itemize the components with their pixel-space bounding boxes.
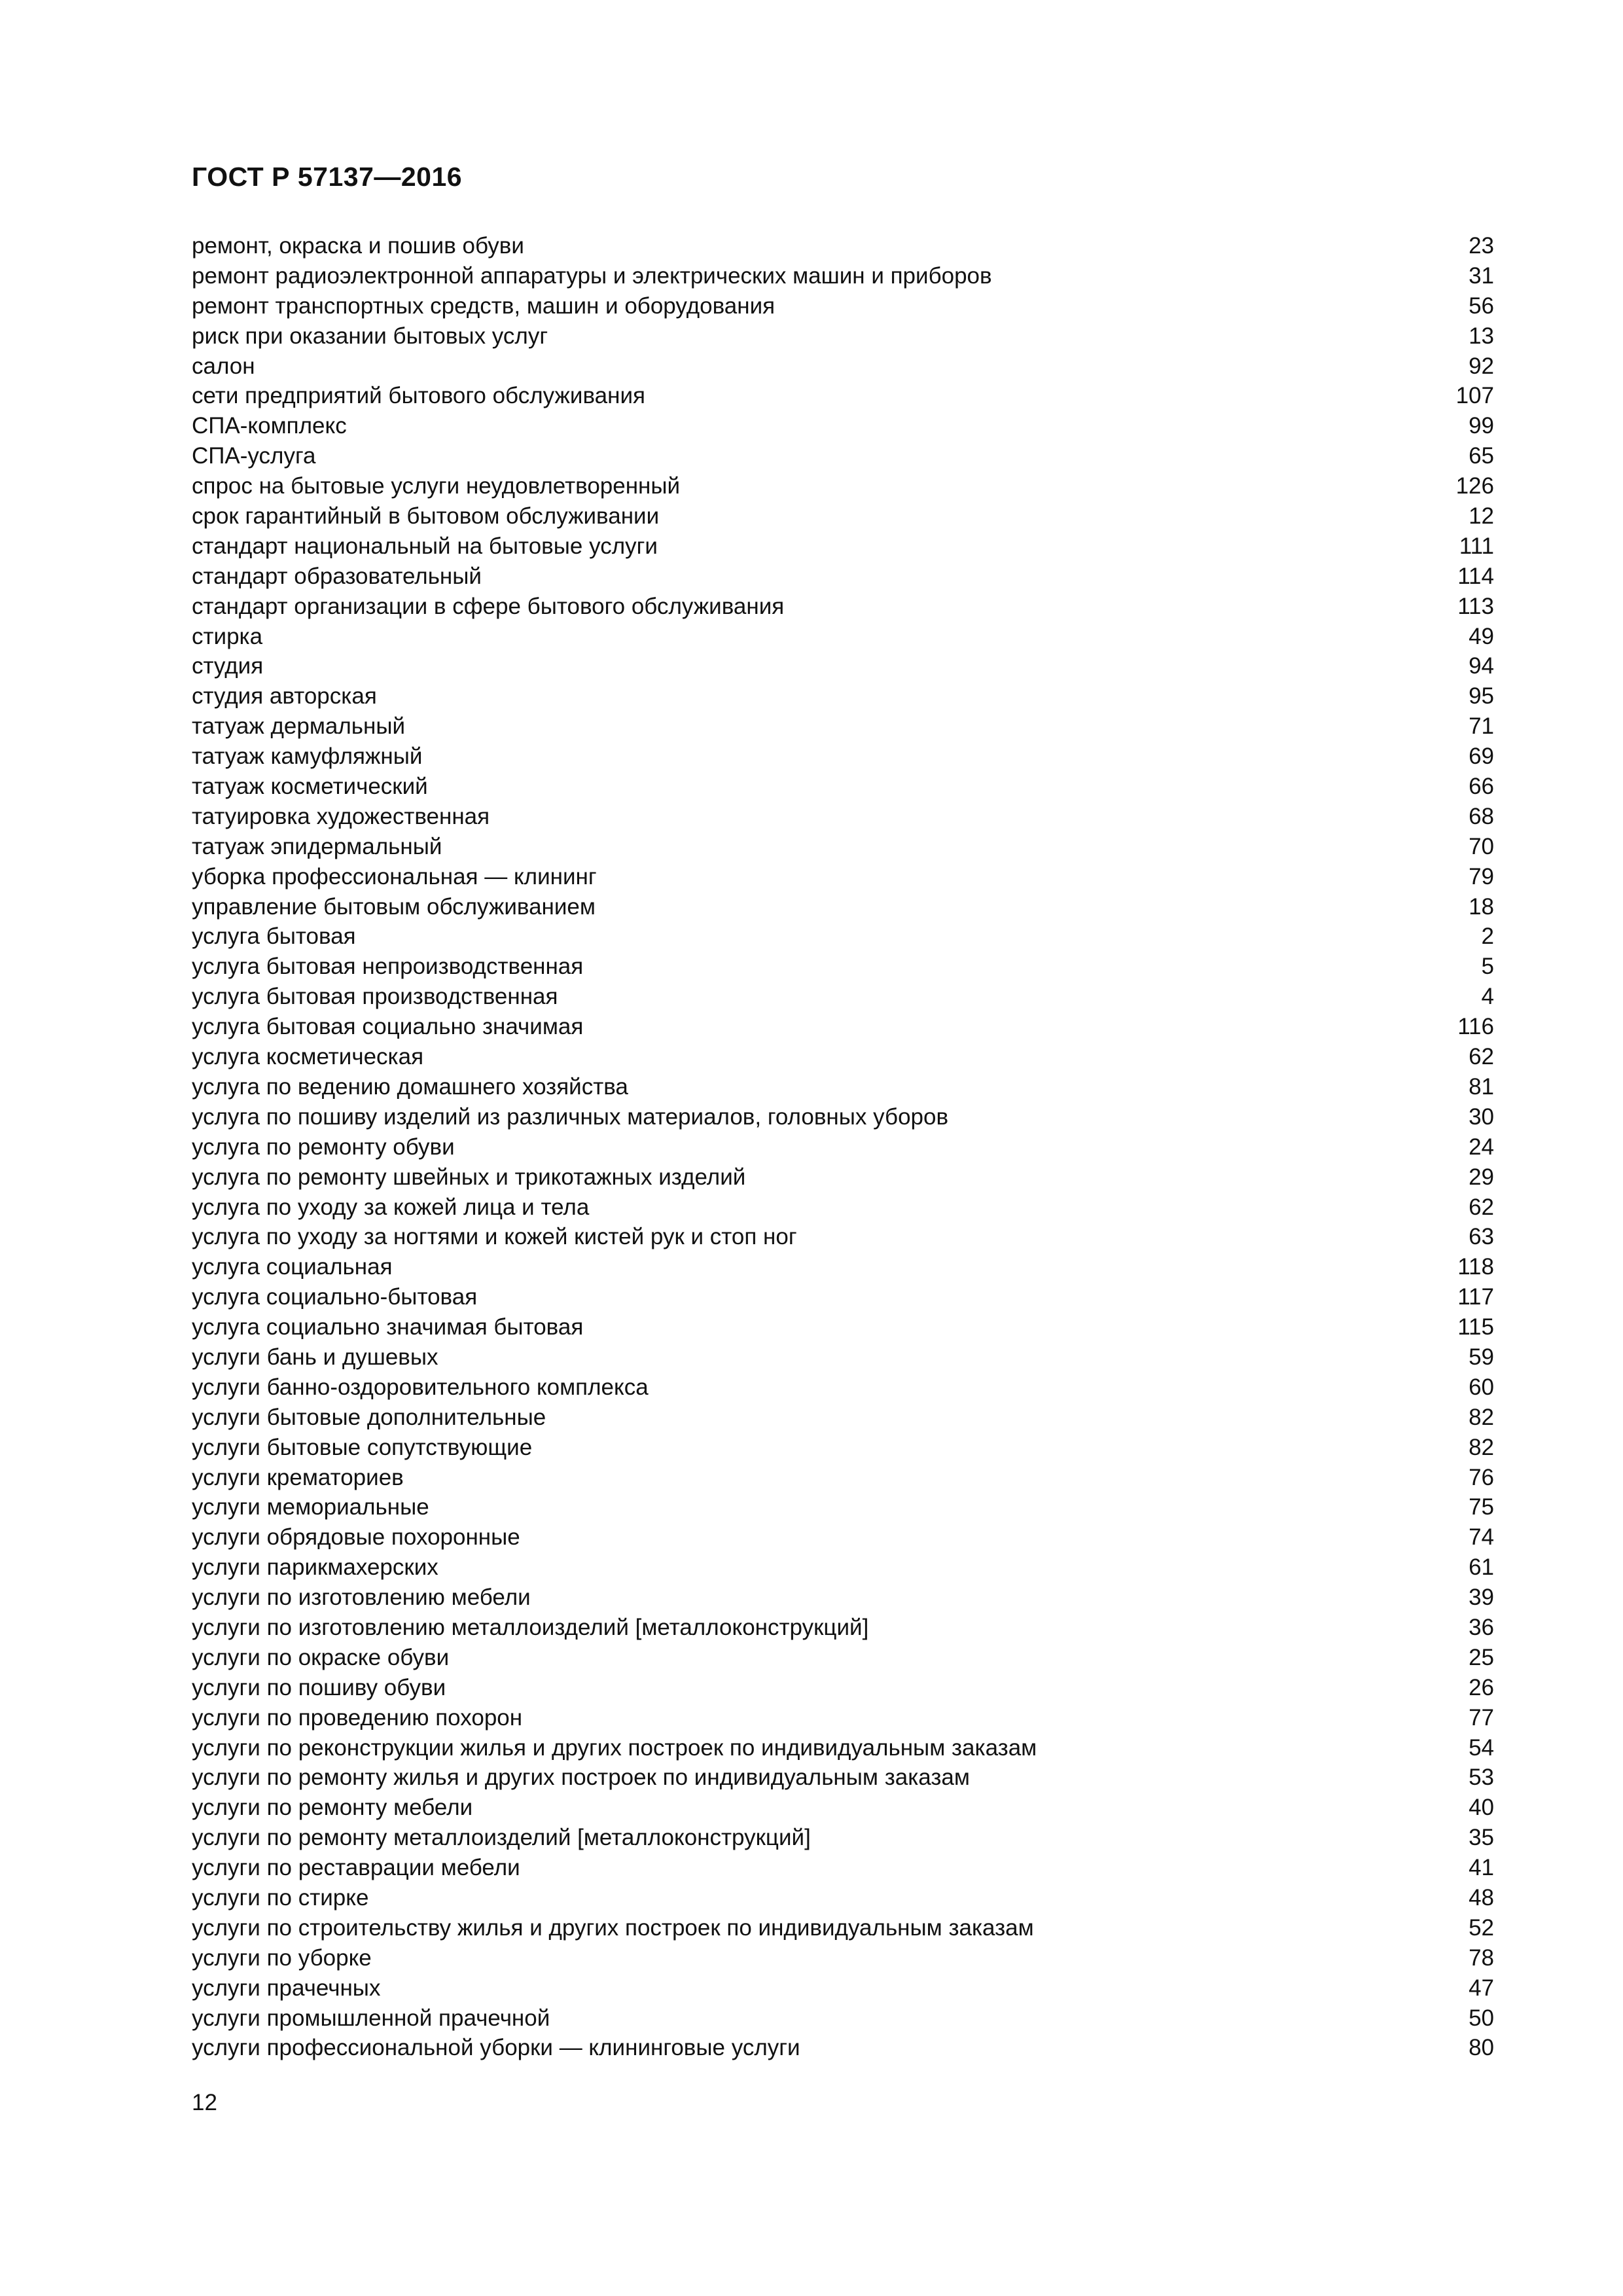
index-entry xyxy=(192,531,1494,562)
index-term: услуги мемориальные xyxy=(192,1494,429,1520)
index-term: ремонт транспортных средств, машин и оборудования xyxy=(192,293,776,319)
index-term-number: 63 xyxy=(1469,1224,1494,1250)
index-term: татуаж камуфляжный xyxy=(192,744,423,770)
index-term: ремонт радиоэлектронной аппаратуры и электрических машин и приборов xyxy=(192,262,992,289)
index-term: стандарт образовательный xyxy=(192,563,482,589)
index-term-number: 117 xyxy=(1457,1284,1494,1310)
index-term-number: 66 xyxy=(1469,774,1494,800)
index-term: услуги бытовые дополнительные xyxy=(192,1404,546,1430)
index-term: услуга социально значимая бытовая xyxy=(192,1314,584,1340)
index-term-number: 30 xyxy=(1469,1103,1494,1130)
index-entry xyxy=(192,802,1494,832)
index-entry xyxy=(192,772,1494,802)
index-entry xyxy=(192,892,1494,922)
index-term-number: 62 xyxy=(1469,1194,1494,1220)
index-entry xyxy=(192,501,1494,531)
index-entry xyxy=(192,1853,1494,1883)
index-term: услуги по строительству жилья и других построек по индивидуальным заказам xyxy=(192,1914,1034,1941)
index-term: услуги профессиональной уборки — клининговые услуги xyxy=(192,2035,800,2061)
index-term: татуаж косметический xyxy=(192,774,428,800)
index-entry xyxy=(192,922,1494,952)
index-term: услуги банно-оздоровительного комплекса xyxy=(192,1374,649,1400)
index-term: услуги по окраске обуви xyxy=(192,1644,450,1670)
index-entry xyxy=(192,1583,1494,1613)
index-entry xyxy=(192,1552,1494,1583)
index-term-number: 50 xyxy=(1469,2005,1494,2031)
index-entry xyxy=(192,1042,1494,1072)
index-term: услуга по ремонту обуви xyxy=(192,1134,455,1160)
index-term-number: 62 xyxy=(1469,1044,1494,1070)
index-term: управление бытовым обслуживанием xyxy=(192,893,596,920)
index-term-number: 36 xyxy=(1469,1614,1494,1640)
index-term-number: 12 xyxy=(1469,503,1494,529)
index-entry xyxy=(192,1433,1494,1463)
index-term-number: 76 xyxy=(1469,1464,1494,1490)
index-entry xyxy=(192,1943,1494,1973)
index-term-number: 26 xyxy=(1469,1674,1494,1700)
index-term: стандарт организации в сфере бытового обслуживания xyxy=(192,593,785,619)
index-entry xyxy=(192,1072,1494,1102)
index-entry xyxy=(192,1883,1494,1913)
index-term-number: 29 xyxy=(1469,1164,1494,1190)
index-term-number: 82 xyxy=(1469,1434,1494,1460)
index-term-number: 25 xyxy=(1469,1644,1494,1670)
index-entry xyxy=(192,1372,1494,1403)
index-term: услуги по ремонту жилья и других построек по индивидуальным заказам xyxy=(192,1765,970,1791)
index-term-number: 18 xyxy=(1469,893,1494,920)
index-entry xyxy=(192,711,1494,742)
index-entry xyxy=(192,1193,1494,1223)
index-entry xyxy=(192,1973,1494,2003)
index-entry xyxy=(192,742,1494,772)
index-term: услуга по уходу за кожей лица и тела xyxy=(192,1194,590,1220)
index-term: услуга бытовая непроизводственная xyxy=(192,954,584,980)
index-entry xyxy=(192,1162,1494,1193)
index-term: услуга социальная xyxy=(192,1254,393,1280)
index-term: услуги по реконструкции жилья и других построек по индивидуальным заказам xyxy=(192,1734,1037,1761)
index-term-number: 68 xyxy=(1469,803,1494,829)
index-entry xyxy=(192,381,1494,411)
index-term: услуги парикмахерских xyxy=(192,1554,438,1581)
index-entry xyxy=(192,1102,1494,1132)
index-term-number: 5 xyxy=(1481,954,1494,980)
index-term: услуги по изготовлению металлоизделий [металлоконструкций] xyxy=(192,1614,869,1640)
index-entry xyxy=(192,2003,1494,2034)
index-term: услуги по уборке xyxy=(192,1945,372,1971)
index-term-number: 41 xyxy=(1469,1855,1494,1881)
index-term-number: 70 xyxy=(1469,833,1494,859)
index-term: риск при оказании бытовых услуг xyxy=(192,323,548,349)
index-term: услуги по изготовлению мебели xyxy=(192,1585,531,1611)
index-term: татуировка художественная xyxy=(192,803,490,829)
index-entry xyxy=(192,651,1494,681)
index-term: услуги по стирке xyxy=(192,1884,369,1910)
page-number: 12 xyxy=(192,2090,217,2115)
index-entry xyxy=(192,411,1494,441)
index-term-number: 126 xyxy=(1455,473,1494,499)
index-term: татуаж эпидермальный xyxy=(192,833,442,859)
index-term-number: 48 xyxy=(1469,1884,1494,1910)
index-term: услуга бытовая социально значимая xyxy=(192,1014,584,1040)
index-term: услуги бань и душевых xyxy=(192,1344,438,1370)
index-term: студия авторская xyxy=(192,683,377,709)
index-entry xyxy=(192,1733,1494,1763)
index-term-number: 69 xyxy=(1469,744,1494,770)
index-term-number: 79 xyxy=(1469,863,1494,889)
index-term: услуги по пошиву обуви xyxy=(192,1674,446,1700)
index-term: услуга по ведению домашнего хозяйства xyxy=(192,1073,628,1100)
index-term: услуги по проведению похорон xyxy=(192,1704,523,1731)
index-entry xyxy=(192,321,1494,351)
index-entry xyxy=(192,681,1494,711)
index-term-number: 23 xyxy=(1469,233,1494,259)
index-entry xyxy=(192,1132,1494,1162)
index-entry xyxy=(192,1793,1494,1823)
index-term-number: 53 xyxy=(1469,1765,1494,1791)
index-entry xyxy=(192,291,1494,321)
index-term: стандарт национальный на бытовые услуги xyxy=(192,533,658,559)
index-term-number: 60 xyxy=(1469,1374,1494,1400)
index-term-number: 47 xyxy=(1469,1975,1494,2001)
index-term-number: 81 xyxy=(1469,1073,1494,1100)
index-term-number: 78 xyxy=(1469,1945,1494,1971)
index-term-number: 39 xyxy=(1469,1585,1494,1611)
index-entry xyxy=(192,862,1494,892)
index-term-number: 80 xyxy=(1469,2035,1494,2061)
alphabetical-index xyxy=(192,231,1494,2063)
index-entry xyxy=(192,441,1494,471)
index-entry xyxy=(192,592,1494,622)
index-term-number: 52 xyxy=(1469,1914,1494,1941)
index-entry xyxy=(192,1342,1494,1372)
index-entry xyxy=(192,1252,1494,1282)
index-term-number: 35 xyxy=(1469,1825,1494,1851)
index-term-number: 74 xyxy=(1469,1524,1494,1551)
index-term-number: 61 xyxy=(1469,1554,1494,1581)
index-term-number: 118 xyxy=(1457,1254,1494,1280)
index-entry xyxy=(192,1222,1494,1252)
index-term-number: 107 xyxy=(1455,383,1494,409)
index-term: услуга по пошиву изделий из различных материалов, головных уборов xyxy=(192,1103,949,1130)
index-entry xyxy=(192,471,1494,501)
index-term-number: 24 xyxy=(1469,1134,1494,1160)
index-entry xyxy=(192,1403,1494,1433)
index-term-number: 113 xyxy=(1457,593,1494,619)
index-entry xyxy=(192,1492,1494,1522)
index-entry xyxy=(192,2033,1494,2063)
index-term-number: 95 xyxy=(1469,683,1494,709)
index-entry xyxy=(192,1703,1494,1733)
index-term: услуга по уходу за ногтями и кожей кистей рук и стоп ног xyxy=(192,1224,797,1250)
index-term-number: 114 xyxy=(1457,563,1494,589)
index-term-number: 115 xyxy=(1457,1314,1494,1340)
index-term-number: 31 xyxy=(1469,262,1494,289)
index-term-number: 65 xyxy=(1469,443,1494,469)
index-term: услуга бытовая производственная xyxy=(192,984,558,1010)
index-entry xyxy=(192,1643,1494,1673)
index-entry xyxy=(192,1913,1494,1943)
index-entry xyxy=(192,351,1494,382)
index-term-number: 116 xyxy=(1457,1014,1494,1040)
index-entry xyxy=(192,1312,1494,1342)
index-term: салон xyxy=(192,353,255,379)
index-term: ремонт, окраска и пошив обуви xyxy=(192,233,524,259)
index-entry xyxy=(192,1522,1494,1552)
index-term: СПА-комплекс xyxy=(192,413,347,439)
index-term: уборка профессиональная — клининг xyxy=(192,863,597,889)
index-term-number: 111 xyxy=(1459,533,1494,559)
index-term-number: 2 xyxy=(1481,924,1494,950)
index-term-number: 13 xyxy=(1469,323,1494,349)
index-term-number: 59 xyxy=(1469,1344,1494,1370)
index-term: услуги по реставрации мебели xyxy=(192,1855,520,1881)
index-term-number: 75 xyxy=(1469,1494,1494,1520)
index-term: услуги по ремонту мебели xyxy=(192,1795,473,1821)
index-term-number: 94 xyxy=(1469,653,1494,679)
index-term: студия xyxy=(192,653,264,679)
index-term: сети предприятий бытового обслуживания xyxy=(192,383,645,409)
index-term-number: 99 xyxy=(1469,413,1494,439)
index-term-number: 49 xyxy=(1469,623,1494,649)
index-term-number: 71 xyxy=(1469,713,1494,740)
index-entry xyxy=(192,982,1494,1012)
index-term: услуги по ремонту металлоизделий [металлоконструкций] xyxy=(192,1825,811,1851)
index-term: услуга косметическая xyxy=(192,1044,424,1070)
index-term: услуги прачечных xyxy=(192,1975,381,2001)
index-term-number: 4 xyxy=(1481,984,1494,1010)
index-entry xyxy=(192,1673,1494,1703)
index-entry xyxy=(192,1763,1494,1793)
document-title: ГОСТ Р 57137—2016 xyxy=(192,162,463,192)
index-term: услуги бытовые сопутствующие xyxy=(192,1434,533,1460)
index-term-number: 40 xyxy=(1469,1795,1494,1821)
index-term-number: 54 xyxy=(1469,1734,1494,1761)
index-term: услуга бытовая xyxy=(192,924,356,950)
index-entry xyxy=(192,1463,1494,1493)
index-term: услуги крематориев xyxy=(192,1464,404,1490)
index-entry xyxy=(192,1823,1494,1853)
index-term-number: 82 xyxy=(1469,1404,1494,1430)
index-term-number: 77 xyxy=(1469,1704,1494,1731)
index-term: услуга социально-бытовая xyxy=(192,1284,478,1310)
index-entry xyxy=(192,1282,1494,1312)
index-entry xyxy=(192,1012,1494,1042)
index-term: услуги обрядовые похоронные xyxy=(192,1524,520,1551)
index-term: спрос на бытовые услуги неудовлетворенный xyxy=(192,473,681,499)
index-term: стирка xyxy=(192,623,263,649)
index-entry xyxy=(192,261,1494,291)
index-entry xyxy=(192,1613,1494,1643)
index-entry xyxy=(192,231,1494,261)
index-term-number: 92 xyxy=(1469,353,1494,379)
index-entry xyxy=(192,562,1494,592)
index-entry xyxy=(192,952,1494,982)
index-term: услуги промышленной прачечной xyxy=(192,2005,550,2031)
index-entry xyxy=(192,622,1494,652)
index-term: СПА-услуга xyxy=(192,443,316,469)
index-term: услуга по ремонту швейных и трикотажных изделий xyxy=(192,1164,746,1190)
index-term-number: 56 xyxy=(1469,293,1494,319)
index-entry xyxy=(192,832,1494,862)
index-term: срок гарантийный в бытовом обслуживании xyxy=(192,503,660,529)
index-term: татуаж дермальный xyxy=(192,713,406,740)
